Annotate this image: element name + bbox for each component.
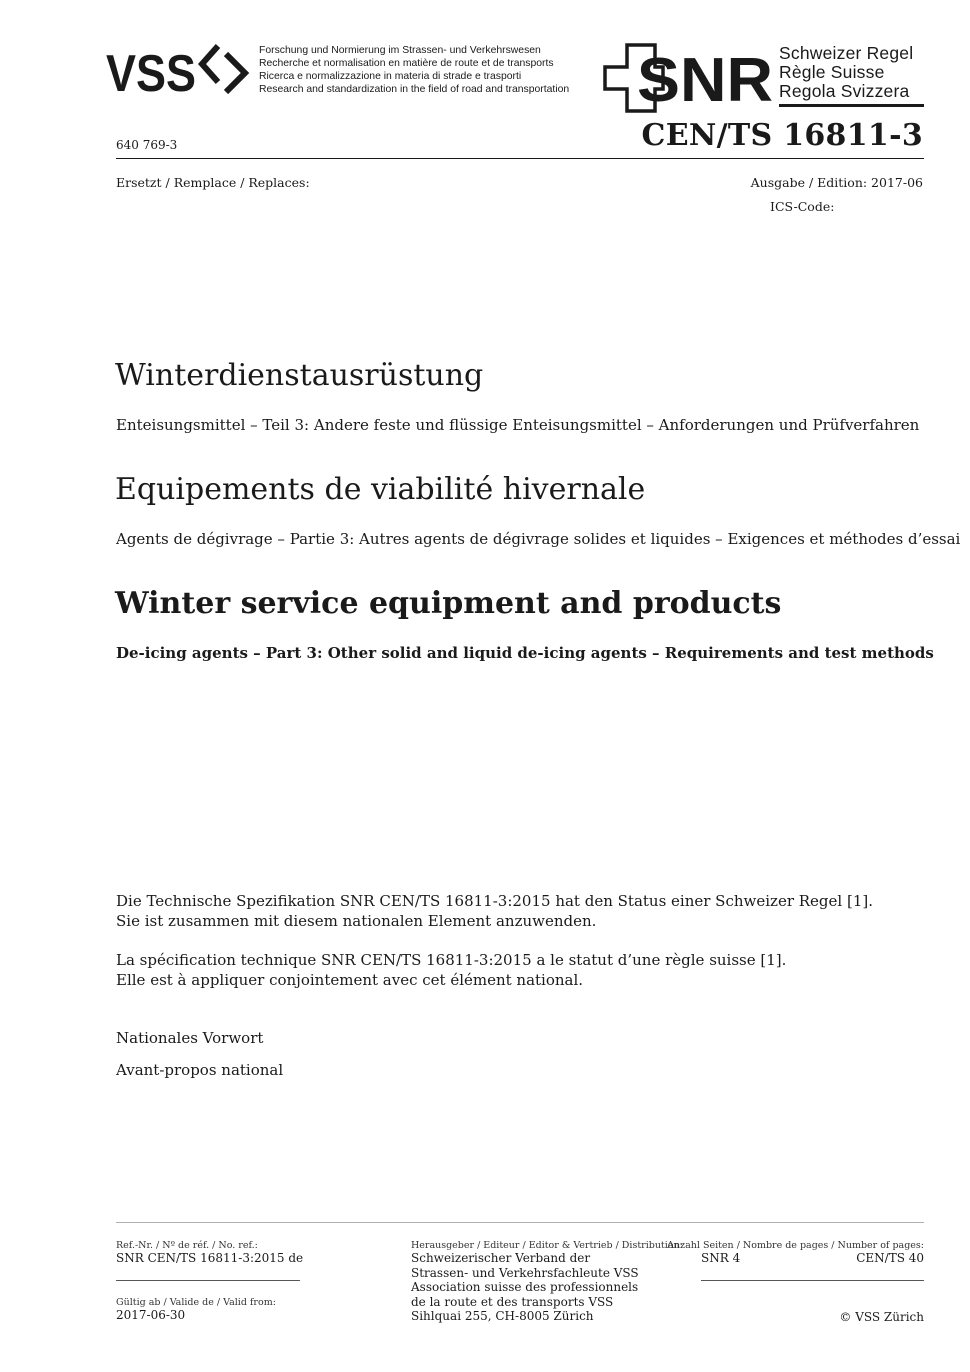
edition-label: Ausgabe / Edition: 2017-06 — [750, 175, 923, 190]
publisher-line-2: Strassen- und Verkehrsfachleute VSS — [411, 1265, 639, 1280]
reference-label: Ref.-Nr. / Nº de réf. / No. ref.: — [116, 1240, 258, 1251]
page-count-label: Anzahl Seiten / Nombre de pages / Number of pages: — [667, 1240, 924, 1251]
header-divider — [116, 158, 924, 159]
vss-tagline-it: Ricerca e normalizzazione in materia di strade e trasporti — [259, 71, 522, 82]
footer-divider — [116, 1222, 924, 1223]
vss-chevron-icon — [202, 46, 218, 82]
snr-tagline-de: Schweizer Regel — [779, 43, 914, 63]
copyright-notice: © VSS Zürich — [839, 1310, 924, 1324]
standard-id: CEN/TS 16811-3 — [641, 118, 923, 153]
vss-tagline-en: Research and standardization in the field of road and transportation — [259, 84, 570, 95]
subtitle-fr: Agents de dégivrage – Partie 3: Autres agents de dégivrage solides et liquides – Exigences et méthodes d’essai — [116, 530, 961, 548]
vss-chevron-right-icon — [226, 54, 245, 92]
valid-from-label: Gültig ab / Valide de / Valid from: — [116, 1297, 276, 1308]
title-en: Winter service equipment and products — [115, 586, 782, 621]
publisher-line-4: de la route et des transports VSS — [411, 1294, 614, 1309]
publisher-line-3: Association suisse des professionnels — [411, 1280, 639, 1295]
publisher-line-1: Schweizerischer Verband der — [411, 1251, 591, 1265]
replaces-label: Ersetzt / Remplace / Replaces: — [116, 175, 310, 190]
ics-code-label: ICS-Code: — [770, 199, 835, 214]
snr-tagline-it: Regola Svizzera — [779, 81, 910, 101]
valid-from-value: 2017-06-30 — [116, 1308, 186, 1322]
publisher-line-5: Sihlquai 255, CH-8005 Zürich — [411, 1309, 594, 1324]
status-text-fr-line-2: Elle est à appliquer conjointement avec cet élément national. — [116, 971, 584, 989]
title-fr: Equipements de viabilité hivernale — [115, 472, 646, 507]
page-count-cen: CEN/TS 40 — [856, 1251, 924, 1265]
vss-tagline-de: Forschung und Normierung im Strassen- und Verkehrswesen — [259, 45, 541, 56]
snr-tagline-fr: Règle Suisse — [779, 62, 885, 82]
vss-logo — [106, 42, 251, 98]
title-de: Winterdienstausrüstung — [115, 358, 484, 393]
vss-logo-text: VSS — [106, 45, 196, 98]
subtitle-en: De-icing agents – Part 3: Other solid and liquid de-icing agents – Requirements and test methods — [116, 644, 934, 662]
reference-divider — [116, 1280, 300, 1281]
status-text-de-line-2: Sie ist zusammen mit diesem nationalen Element anzuwenden. — [116, 912, 597, 930]
status-text-de-line-1: Die Technische Spezifikation SNR CEN/TS 16811-3:2015 hat den Status einer Schweizer Regel [1]. — [116, 892, 873, 910]
page-count-snr: SNR 4 — [701, 1251, 741, 1265]
status-text-fr-line-1: La spécification technique SNR CEN/TS 16811-3:2015 a le statut d’une règle suisse [1]. — [116, 951, 787, 969]
national-foreword-fr: Avant-propos national — [116, 1061, 284, 1079]
snr-logo — [603, 43, 778, 113]
vss-tagline-fr: Recherche et normalisation en matière de route et de transports — [259, 58, 554, 69]
page-count-divider — [701, 1280, 924, 1281]
document-number: 640 769-3 — [116, 138, 178, 152]
reference-value: SNR CEN/TS 16811-3:2015 de — [116, 1251, 304, 1265]
snr-logo-underline — [779, 104, 924, 107]
publisher-label: Herausgeber / Editeur / Editor & Vertrieb / Distribution: — [411, 1240, 683, 1251]
snr-logo-text: SNR — [637, 46, 773, 113]
subtitle-de: Enteisungsmittel – Teil 3: Andere feste und flüssige Enteisungsmittel – Anforderungen und Prüfverfahren — [116, 416, 920, 434]
national-foreword-de: Nationales Vorwort — [116, 1029, 264, 1047]
